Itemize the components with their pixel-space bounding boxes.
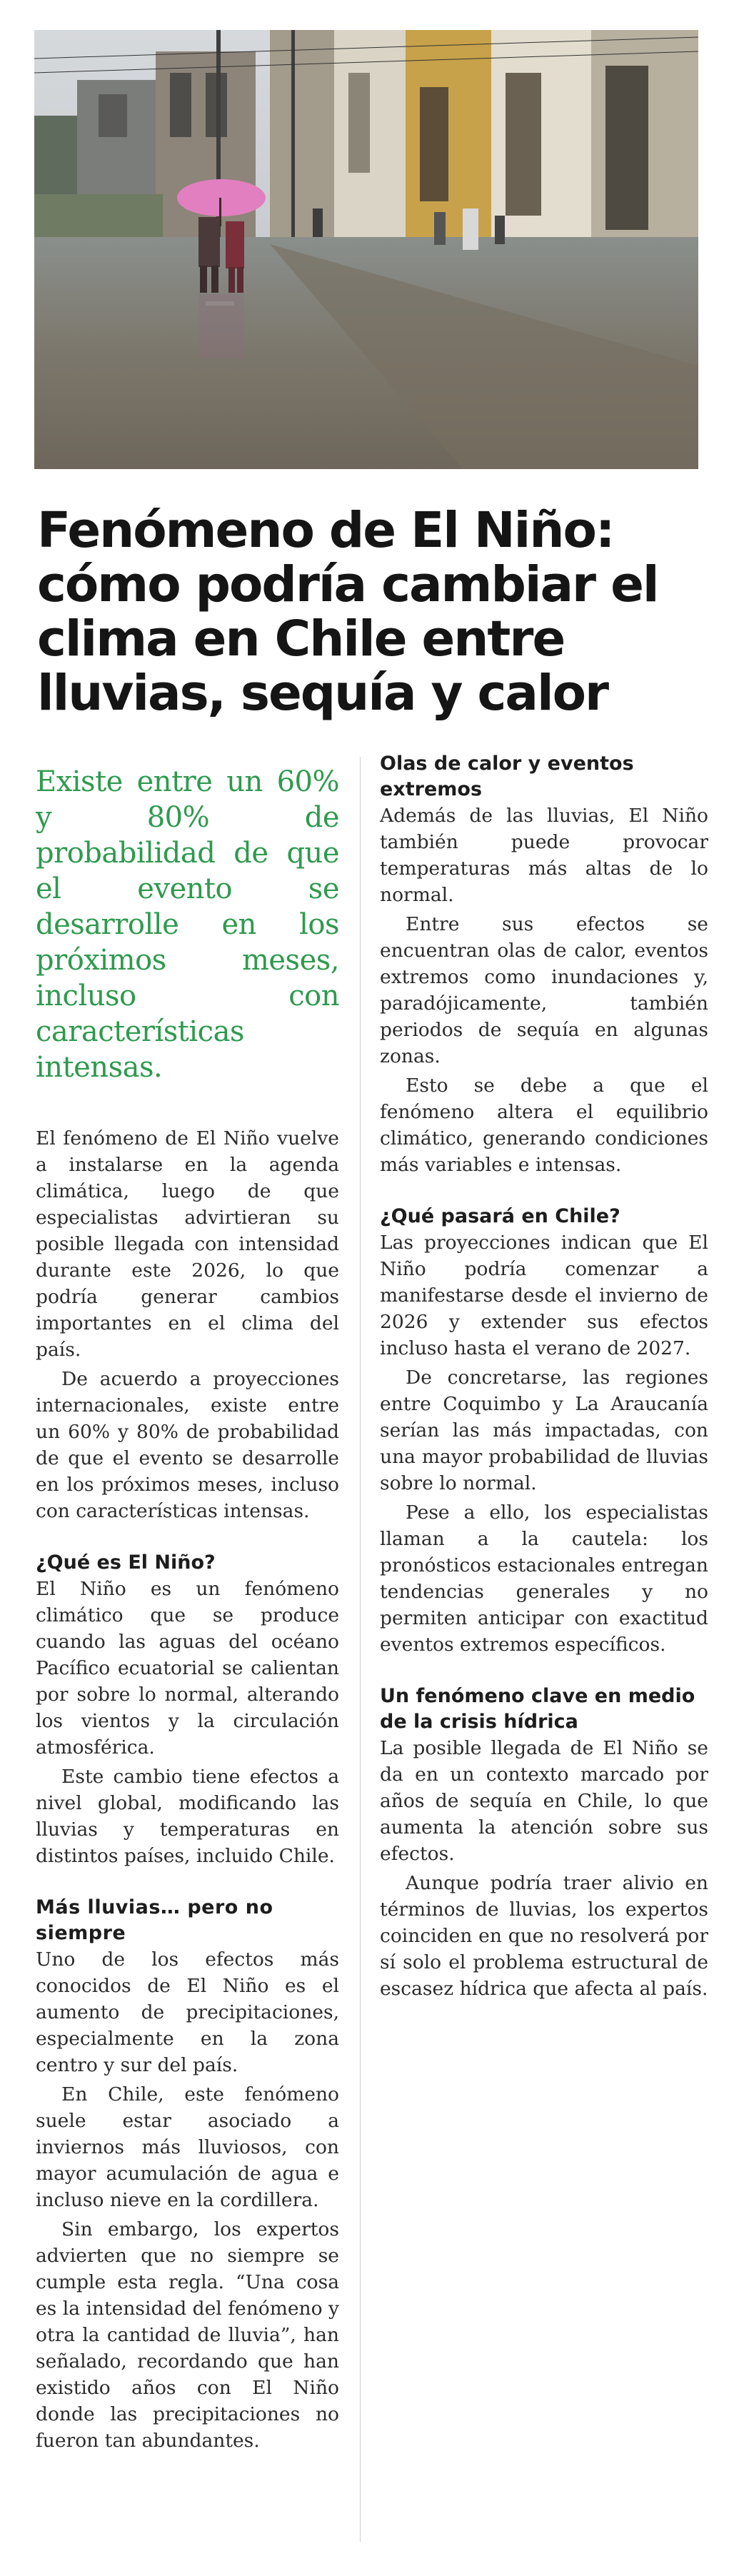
body-paragraph: El fenómeno de El Niño vuelve a instalarse en la agenda climática, luego de que especialistas advirtieran su posible llegada con intensidad durante este 2026, lo que podría generar cambios importantes en el clima del país.	[36, 1127, 339, 1361]
body-paragraph: Esto se debe a que el fenómeno altera el equilibrio climático, generando condiciones más variables e intensas.	[380, 1075, 708, 1176]
body-paragraph: Aunque podría traer alivio en términos de lluvias, los expertos coinciden en que no resolverá por sí solo el problema estructural de escasez hídrica que afecta al país.	[380, 1872, 708, 2000]
body-paragraph: Sin embargo, los expertos advierten que no siempre se cumple esta regla. “Una cosa es la intensidad del fenómeno y otra la cantidad de lluvia”, han señalado, recordando que han existido años con El Niño donde las precipitaciones no fueron tan abundantes.	[36, 2218, 339, 2452]
body-paragraph: De concretarse, las regiones entre Coquimbo y La Araucanía serían las más impactadas, con una mayor probabilidad de lluvias sobre lo normal.	[380, 1367, 708, 1494]
body-paragraph: Uno de los efectos más conocidos de El Niño es el aumento de precipitaciones, especialmente en la zona centro y sur del país.	[36, 1948, 339, 2076]
body-paragraph: De acuerdo a proyecciones internacionales, existe entre un 60% y 80% de probabilidad de que el evento se desarrolle en los próximos meses, incluso con características intensas.	[36, 1368, 339, 1522]
section-heading: Un fenómeno clave en medio de la crisis hídrica	[380, 1685, 695, 1733]
column-divider	[360, 757, 361, 2542]
body-paragraph: Además de las lluvias, El Niño también puede provocar temperaturas más altas de lo normal.	[380, 805, 708, 906]
article-headline: Fenómeno de El Niño: cómo podría cambiar el clima en Chile entre lluvias, sequía y calor	[37, 502, 658, 722]
body-paragraph: Entre sus efectos se encuentran olas de calor, eventos extremos como inundaciones y, paradójicamente, también periodos de sequía en algunas zonas.	[380, 913, 708, 1067]
article-column-right	[380, 751, 708, 2002]
body-paragraph: La posible llegada de El Niño se da en un contexto marcado por años de sequía en Chile, lo que aumenta la atención sobre sus efectos.	[380, 1737, 708, 1865]
body-paragraph: En Chile, este fenómeno suele estar asociado a inviernos más lluviosos, con mayor acumulación de agua e incluso nieve en la cordillera.	[36, 2083, 339, 2211]
body-paragraph: El Niño es un fenómeno climático que se produce cuando las aguas del océano Pacífico ecuatorial se calientan por sobre lo normal, alterando los vientos y la circulación atmosférica.	[36, 1578, 339, 1759]
body-paragraph: Este cambio tiene efectos a nivel global, modificando las lluvias y temperaturas en distintos países, incluido Chile.	[36, 1766, 339, 1867]
body-paragraph: Pese a ello, los especialistas llaman a la cautela: los pronósticos estacionales entregan tendencias generales y no permiten anticipar con exactitud eventos extremos específicos.	[380, 1501, 708, 1656]
section-heading: Olas de calor y eventos extremos	[380, 753, 634, 800]
section-heading: ¿Qué es El Niño?	[36, 1551, 216, 1574]
body-paragraph: Las proyecciones indican que El Niño podría comenzar a manifestarse desde el invierno de 2026 y extender sus efectos incluso hasta el verano de 2027.	[380, 1232, 708, 1359]
section-heading: Más lluvias… pero no siempre	[36, 1896, 273, 1944]
article-lede: Existe entre un 60% y 80% de probabilidad de que el evento se desarrolle en los próximos meses, incluso con características intensas.	[36, 765, 339, 1084]
flooded-street-photo	[34, 30, 698, 469]
article-column-left	[36, 764, 339, 2454]
section-heading: ¿Qué pasará en Chile?	[380, 1205, 620, 1227]
